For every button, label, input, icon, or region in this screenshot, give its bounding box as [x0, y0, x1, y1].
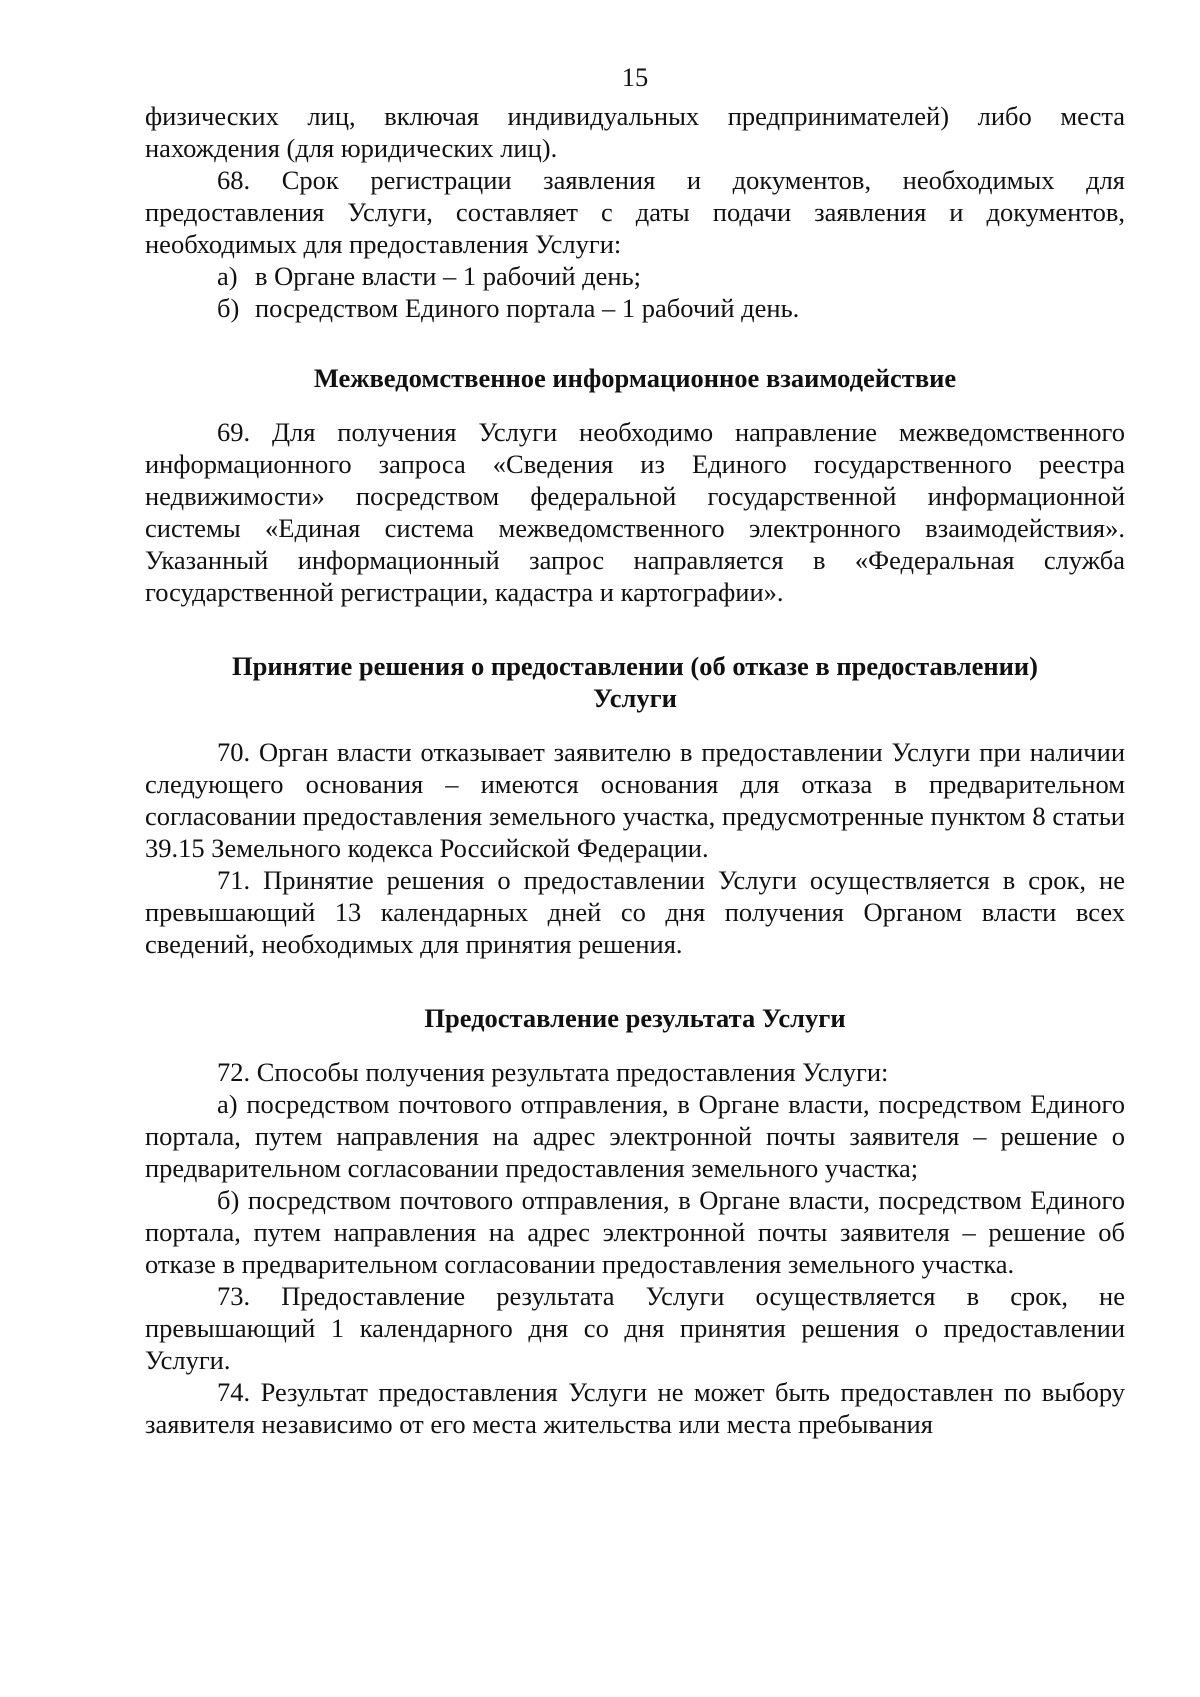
paragraph-72-a: а) посредством почтового отправления, в Органе власти, посредством Единого портала, путем направления на адрес электронной почты заявителя – решение о предварительном согласовании предоставления земельного участка; [145, 1089, 1125, 1183]
list-item-68-b [145, 292, 1125, 324]
spacer [145, 1034, 1125, 1056]
spacer [145, 608, 1125, 650]
list-marker: б) [217, 293, 240, 323]
paragraph-continuation: физических лиц, включая индивидуальных предпринимателей) либо места нахождения (для юридических лиц). [145, 101, 1125, 163]
section-heading-decision-line2: Услуги [593, 683, 677, 713]
spacer [145, 714, 1125, 736]
spacer [145, 394, 1125, 416]
paragraph-69: 69. Для получения Услуги необходимо направление межведомственного информационного запроса «Сведения из Единого государственного реестра недвижимости» посредством федеральной государственной информационной системы «Единая система межведомственного электронного взаимодействия». Указанный информационный запрос направляется в «Федеральная служба государственной регистрации, кадастра и картографии». [145, 417, 1125, 607]
document-page [145, 60, 1125, 1440]
paragraph-70: 70. Орган власти отказывает заявителю в предоставлении Услуги при наличии следующего основания – имеются основания для отказа в предварительном согласовании предоставления земельного участка, предусмотренные пунктом 8 статьи 39.15 Земельного кодекса Российской Федерации. [145, 737, 1125, 863]
spacer [145, 960, 1125, 1002]
paragraph-72: 72. Способы получения результата предоставления Услуги: [217, 1057, 889, 1087]
list-item-text: в Органе власти – 1 рабочий день; [255, 261, 642, 291]
list-marker: а) [217, 261, 238, 291]
section-heading-decision-line1: Принятие решения о предоставлении (об отказе в предоставлении) [232, 651, 1038, 681]
paragraph-73: 73. Предоставление результата Услуги осуществляется в срок, не превышающий 1 календарного дня со дня принятия решения о предоставлении Услуги. [145, 1281, 1125, 1375]
list-item-text: посредством Единого портала – 1 рабочий день. [255, 293, 800, 323]
paragraph-72-b: б) посредством почтового отправления, в Органе власти, посредством Единого портала, путем направления на адрес электронной почты заявителя – решение об отказе в предварительном согласовании предоставления земельного участка. [145, 1185, 1125, 1279]
page-number: 15 [621, 62, 649, 92]
paragraph-68: 68. Срок регистрации заявления и документов, необходимых для предоставления Услуги, составляет с даты подачи заявления и документов, необходимых для предоставления Услуги: [145, 165, 1125, 259]
list-item-68-a [145, 260, 1125, 292]
section-heading-decision [145, 650, 1125, 714]
paragraph-71: 71. Принятие решения о предоставлении Услуги осуществляется в срок, не превышающий 13 календарных дней со дня получения Органом власти всех сведений, необходимых для принятия решения. [145, 865, 1125, 959]
paragraph-74: 74. Результат предоставления Услуги не может быть предоставлен по выбору заявителя независимо от его места жительства или места пребывания [145, 1377, 1125, 1439]
section-heading-interagency: Межведомственное информационное взаимодействие [313, 363, 957, 393]
section-heading-result: Предоставление результата Услуги [424, 1003, 846, 1033]
spacer [145, 324, 1125, 362]
